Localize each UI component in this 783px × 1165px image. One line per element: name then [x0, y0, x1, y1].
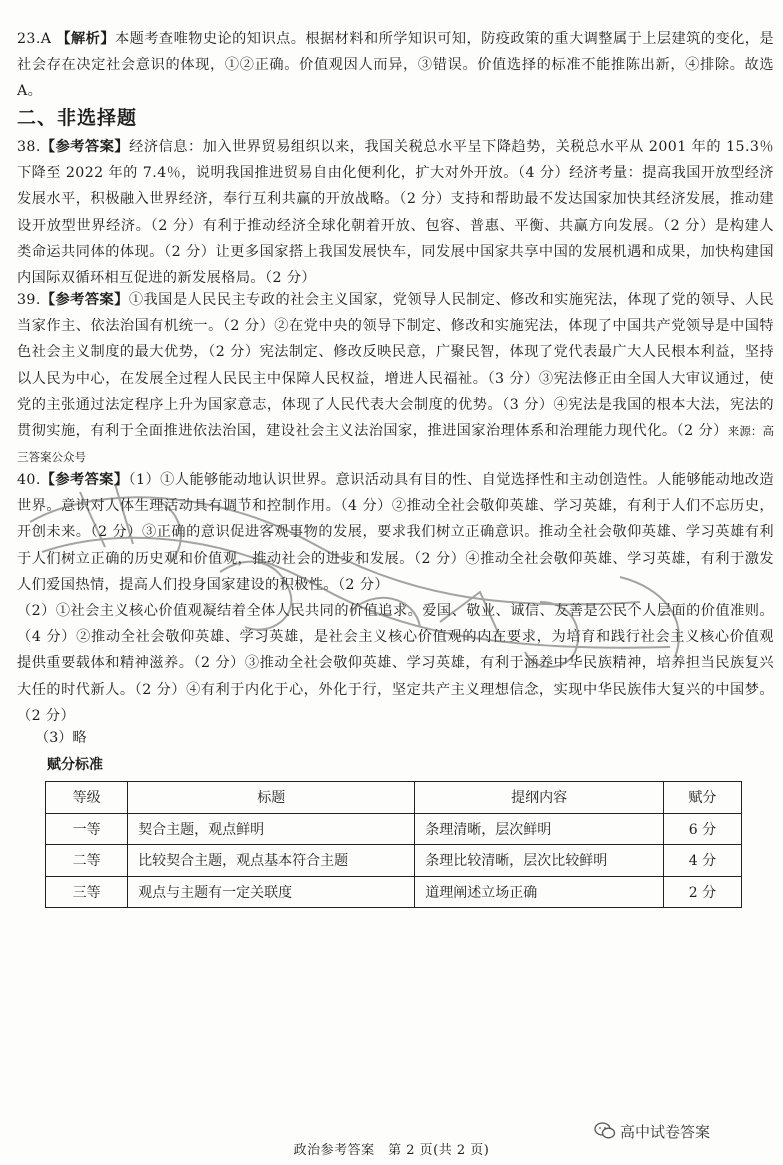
outline-cell: 条理清晰，层次鲜明 — [415, 813, 664, 845]
outline-cell: 条理比较清晰，层次比较鲜明 — [415, 845, 664, 877]
header-cell: 赋分 — [663, 782, 741, 814]
answer-text: 经济信息：加入世界贸易组织以来，我国关税总水平呈下降趋势，关税总水平从 2001 年的 15.3％下降至 2022 年的 7.4％，说明我国推进贸易自由化便利化，扩大对外开放。（4 分）经济考量：提高我国开放型经济发展水平，积极融入世界经济，奉行互利共赢的开放战略。（2 分）支持和帮助最不发达国家加快其经济发展，推动建设开放型世界经济。（2 分）有利于推动经济全球化朝着开放、包容、普惠、平衡、共赢方向发展。（2 分）是构建人类命运共同体的体现。（2 分）让更多国家搭上我国发展快车，同发展中国家共享中国的发展机遇和成果，加快构建国内国际双循环相互促进的新发展格局。（2 分） — [17, 139, 775, 287]
table-row — [46, 876, 742, 908]
analysis-tag: 【解析】 — [56, 31, 115, 47]
source-note: 来源：高三答案公众号 — [17, 424, 775, 465]
page-footer: 政治参考答案 第 2 页(共 2 页) — [293, 1143, 490, 1158]
section-title: 二、非选择题 — [17, 107, 138, 129]
wechat-icon — [594, 1121, 616, 1141]
question-40-part3-answer: （3）略 — [35, 730, 87, 746]
answer-text: 本题考查唯物史论的知识点。根据材料和所学知识可知，防疫政策的重大调整属于上层建筑的变化，是社会存在决定社会意识的体现，①②正确。价值观因人而异，③错误。价值选择的标准不能推陈出新，④排除。故选 A。 — [17, 31, 774, 100]
outline-cell: 道理阐述立场正确 — [415, 876, 664, 908]
watermark-label: 高中试卷答案 — [620, 1123, 711, 1141]
scoring-table — [45, 781, 742, 908]
scoring-title: 赋分标准 — [47, 757, 103, 773]
header-cell: 等级 — [46, 782, 128, 814]
table-row — [46, 845, 742, 877]
score-cell: 2 分 — [663, 876, 741, 908]
score-cell: 6 分 — [663, 813, 741, 845]
answer-text: ①我国是人民民主专政的社会主义国家，党领导人民制定、修改和实施宪法，体现了党的领导、人民当家作主、依法治国有机统一。（2 分）②在党中央的领导下制定、修改和实施宪法，体现了中国共产党领导是中国特色社会主义制度的最大优势，（2 分）宪法制定、修改反映民意，广聚民智，体现了党代表最广大人民根本利益，坚持以人民为中心，在发展全过程人民民主中保障人民权益，增进人民福祉。（3 分）③宪法修正由全国人大审议通过，使党的主张通过法定程序上升为国家意志，体现了人民代表大会制度的优势。（3 分）④宪法是我国的根本大法，宪法的贯彻实施，有利于全面推进依法治国，建设社会主义法治国家，推进国家治理体系和治理能力现代化。（2 分） — [17, 292, 775, 440]
reference-answer-tag: 【参考答案】 — [40, 139, 130, 155]
question-number: 40. — [17, 472, 41, 488]
score-cell: 4 分 — [663, 845, 741, 877]
question-23-answer — [17, 26, 774, 105]
question-40-part1-answer — [17, 467, 774, 598]
title-cell: 契合主题，观点鲜明 — [128, 813, 415, 845]
question-number: 38. — [17, 139, 41, 155]
question-39-answer — [17, 287, 774, 470]
header-cell: 标题 — [128, 782, 415, 814]
table-header-row — [46, 782, 742, 814]
question-number: 23.A — [17, 31, 57, 47]
question-number: 39. — [17, 292, 41, 308]
grade-cell: 二等 — [46, 845, 128, 877]
answer-text: （1）①人能够能动地认识世界。意识活动具有目的性、自觉选择性和主动创造性。人能够能动地改造世界。意识对人体生理活动具有调节和控制作用。（4 分）②推动全社会敬仰英雄、学习英雄，有利于人们不忘历史，开创未来。（2 分）③正确的意识促进客观事物的发展，要求我们树立正确意识。推动全社会敬仰英雄、学习英雄有利于人们树立正确的历史观和价值观，推动社会的进步和发展。（2 分）④推动全社会敬仰英雄、学习英雄，有利于激发人们爱国热情，提高人们投身国家建设的积极性。（2 分） — [17, 472, 774, 593]
question-38-answer — [17, 134, 774, 291]
grade-cell: 一等 — [46, 813, 128, 845]
grade-cell: 三等 — [46, 876, 128, 908]
reference-answer-tag: 【参考答案】 — [40, 292, 129, 308]
reference-answer-tag: 【参考答案】 — [40, 472, 129, 488]
header-cell: 提纲内容 — [415, 782, 664, 814]
title-cell: 比较契合主题，观点基本符合主题 — [128, 845, 415, 877]
title-cell: 观点与主题有一定关联度 — [128, 876, 415, 908]
question-40-part2-answer: （2）①社会主义核心价值观凝结着全体人民共同的价值追求。爱国、敬业、诚信、友善是公民个人层面的价值准则。（4 分）②推动全社会敬仰英雄、学习英雄，是社会主义核心价值观的内在要求，为培育和践行社会主义核心价值观提供重要载体和精神滋养。（2 分）③推动全社会敬仰英雄、学习英雄，有利于涵养中华民族精神，培养担当民族复兴大任的时代新人。（2 分）④有利于内化于心，外化于行，坚定共产主义理想信念，实现中华民族伟大复兴的中国梦。（2 分） — [17, 603, 774, 724]
table-row — [46, 813, 742, 845]
